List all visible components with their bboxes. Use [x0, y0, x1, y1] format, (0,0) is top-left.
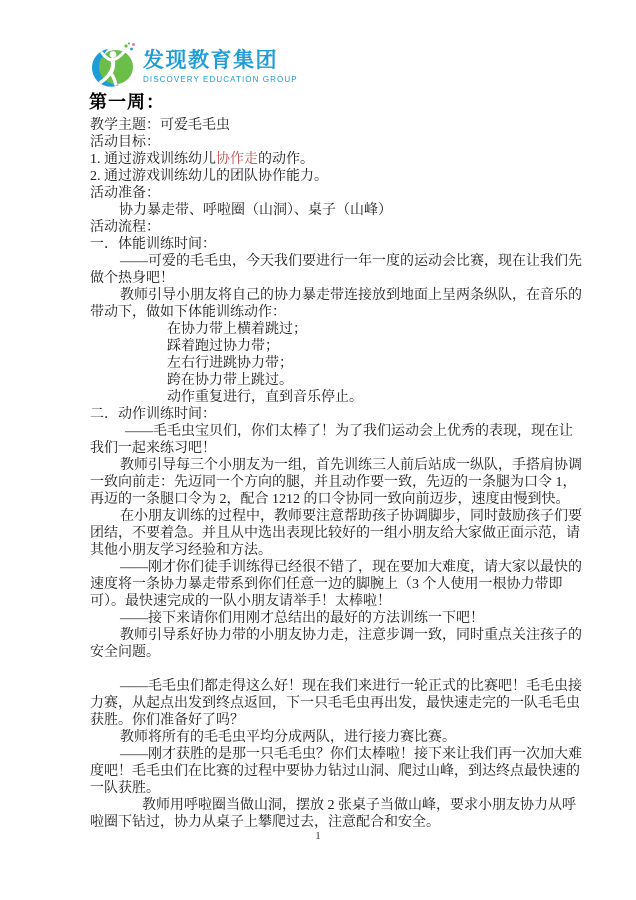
page-number: 1 — [315, 830, 321, 842]
text-segment: 跨在协力带上跳过。 — [167, 373, 293, 388]
document-line — [90, 627, 582, 644]
document-line — [90, 593, 560, 610]
document-line — [90, 661, 560, 678]
text-segment: 动作重复进行，直到音乐停止。 — [167, 390, 363, 405]
text-segment: 2. 通过游戏训练幼儿的团队协作能力。 — [90, 169, 328, 184]
text-segment: 获胜。你们准备好了吗？ — [90, 713, 244, 728]
text-segment: ——刚才你们徒手训练得已经很不错了，现在要加大难度，请大家以最快的 — [120, 560, 582, 575]
text-segment: 一队获胜。 — [90, 781, 160, 796]
document-line — [90, 236, 560, 253]
text-segment: 在小朋友训练的过程中，教师要注意帮助孩子协调脚步，同时鼓励孩子们要 — [120, 509, 582, 524]
document-line — [90, 151, 560, 168]
company-name-en: DISCOVERY EDUCATION GROUP — [143, 74, 298, 84]
document-line — [90, 202, 560, 219]
document-line — [90, 168, 560, 185]
document-line — [90, 508, 582, 525]
document-line — [90, 746, 582, 763]
document-line — [90, 814, 560, 831]
text-segment: 左右行进跳协力带； — [167, 356, 293, 371]
document-line — [90, 644, 560, 661]
document-line — [90, 695, 580, 712]
text-segment: 协力暴走带、呼啦圈（山洞）、桌子（山峰） — [119, 203, 392, 218]
text-segment: 安全问题。 — [90, 645, 160, 660]
highlighted-text: 协作走 — [216, 152, 258, 167]
text-segment: 一致向前走：先迈同一个方向的腿，并且动作要一致，先迈的一条腿为口令 1， — [90, 475, 577, 490]
company-logo — [88, 42, 298, 92]
text-segment: 教师用呼啦圈当做山洞，摆放 2 张桌子当做山峰，要求小朋友协力从呼 — [142, 798, 576, 813]
text-segment: 度吧！毛毛虫们在比赛的过程中要协力钻过山洞、爬过山峰，到达终点最快速的 — [90, 764, 580, 779]
text-segment: ——可爱的毛毛虫，今天我们要进行一年一度的运动会比赛，现在让我们先 — [120, 254, 582, 269]
text-segment: ——接下来请你们用刚才总结出的最好的方法训练一下吧！ — [120, 611, 484, 626]
document-line — [90, 559, 582, 576]
logo-text — [143, 50, 298, 83]
document-line — [90, 321, 560, 338]
text-segment: 教师将所有的毛毛虫平均分成两队，进行接力赛比赛。 — [120, 730, 456, 745]
document-line — [90, 712, 560, 729]
text-segment: 在协力带上横着跳过； — [167, 322, 307, 337]
text-segment: ——毛毛虫宝贝们，你们太棒了！为了我们运动会上优秀的表现，现在让 — [125, 424, 573, 439]
text-segment: ——毛毛虫们都走得这么好！现在我们来进行一轮正式的比赛吧！毛毛虫接 — [120, 679, 582, 694]
text-segment: 带动下，做如下体能训练动作： — [90, 305, 286, 320]
document-line — [90, 610, 560, 627]
text-segment: ——刚才获胜的是那一只毛毛虫？你们太棒啦！接下来让我们再一次加大难 — [120, 747, 582, 762]
text-segment: 教师引导每三个小朋友为一组，首先训练三人前后站成一纵队，手搭肩协调 — [120, 458, 582, 473]
document-line — [90, 117, 560, 134]
document-line — [90, 355, 560, 372]
text-segment: 踩着跑过协力带； — [167, 339, 279, 354]
lesson-plan-body — [90, 117, 582, 831]
document-line — [90, 457, 582, 474]
text-segment: 可）。最快速完成的一队小朋友请举手！太棒啦！ — [90, 594, 391, 609]
document-line — [90, 780, 560, 797]
text-segment: 1. 通过游戏训练幼儿 — [90, 152, 216, 167]
document-line — [90, 763, 580, 780]
document-line — [90, 134, 560, 151]
document-line — [90, 440, 560, 457]
document-line — [90, 287, 582, 304]
text-segment: 再迈的一条腿口令为 2，配合 1212 的口令协同一致向前迈步，速度由慢到快。 — [90, 492, 570, 507]
text-segment: 啦圈下钻过，协力从桌子上攀爬过去，注意配合和安全。 — [90, 815, 440, 830]
company-name-cn: 发现教育集团 — [143, 49, 278, 73]
document-line — [90, 491, 570, 508]
document-line — [90, 185, 560, 202]
leaping-figure-circle-logo-icon — [88, 42, 136, 92]
document-line — [90, 389, 560, 406]
week-heading: 第一周： — [89, 92, 165, 112]
text-segment: 活动流程： — [90, 220, 160, 235]
text-segment: 教师引导小朋友将自己的协力暴走带连接放到地面上呈两条纵队，在音乐的 — [120, 288, 582, 303]
text-segment: 速度将一条协力暴走带系到你们任意一边的脚腕上（3 个人使用一根协力带即 — [90, 577, 563, 592]
document-line — [90, 372, 560, 389]
document-line — [90, 219, 560, 236]
document-line — [90, 253, 582, 270]
text-segment: 其他小朋友学习经验和方法。 — [90, 543, 272, 558]
document-line — [90, 304, 560, 321]
document-line — [90, 576, 563, 593]
document-line — [90, 729, 560, 746]
document-line — [90, 338, 560, 355]
document-line — [90, 406, 560, 423]
text-segment: 教师引导系好协力带的小朋友协力走，注意步调一致，同时重点关注孩子的 — [120, 628, 582, 643]
text-segment: 活动准备： — [90, 186, 160, 201]
text-segment: 做个热身吧！ — [90, 271, 174, 286]
text-segment: 力赛，从起点出发到终点返回，下一只毛毛虫再出发，最快速走完的一队毛毛虫 — [90, 696, 580, 711]
document-line — [90, 678, 582, 695]
text-segment: 二．动作训练时间： — [90, 407, 216, 422]
text-segment: 一．体能训练时间： — [90, 237, 216, 252]
text-segment: 的动作。 — [258, 152, 314, 167]
text-segment: 活动目标： — [90, 135, 160, 150]
text-segment: 团结，不要着急。并且从中选出表现比较好的一组小朋友给大家做正面示范，请 — [90, 526, 580, 541]
document-line — [90, 423, 573, 440]
document-line — [90, 474, 577, 491]
document-line — [90, 270, 560, 287]
document-line — [90, 797, 576, 814]
document-line — [90, 542, 560, 559]
text-segment: 我们一起来练习吧！ — [90, 441, 216, 456]
text-segment: 教学主题：可爱毛毛虫 — [90, 118, 230, 133]
document-line — [90, 525, 580, 542]
